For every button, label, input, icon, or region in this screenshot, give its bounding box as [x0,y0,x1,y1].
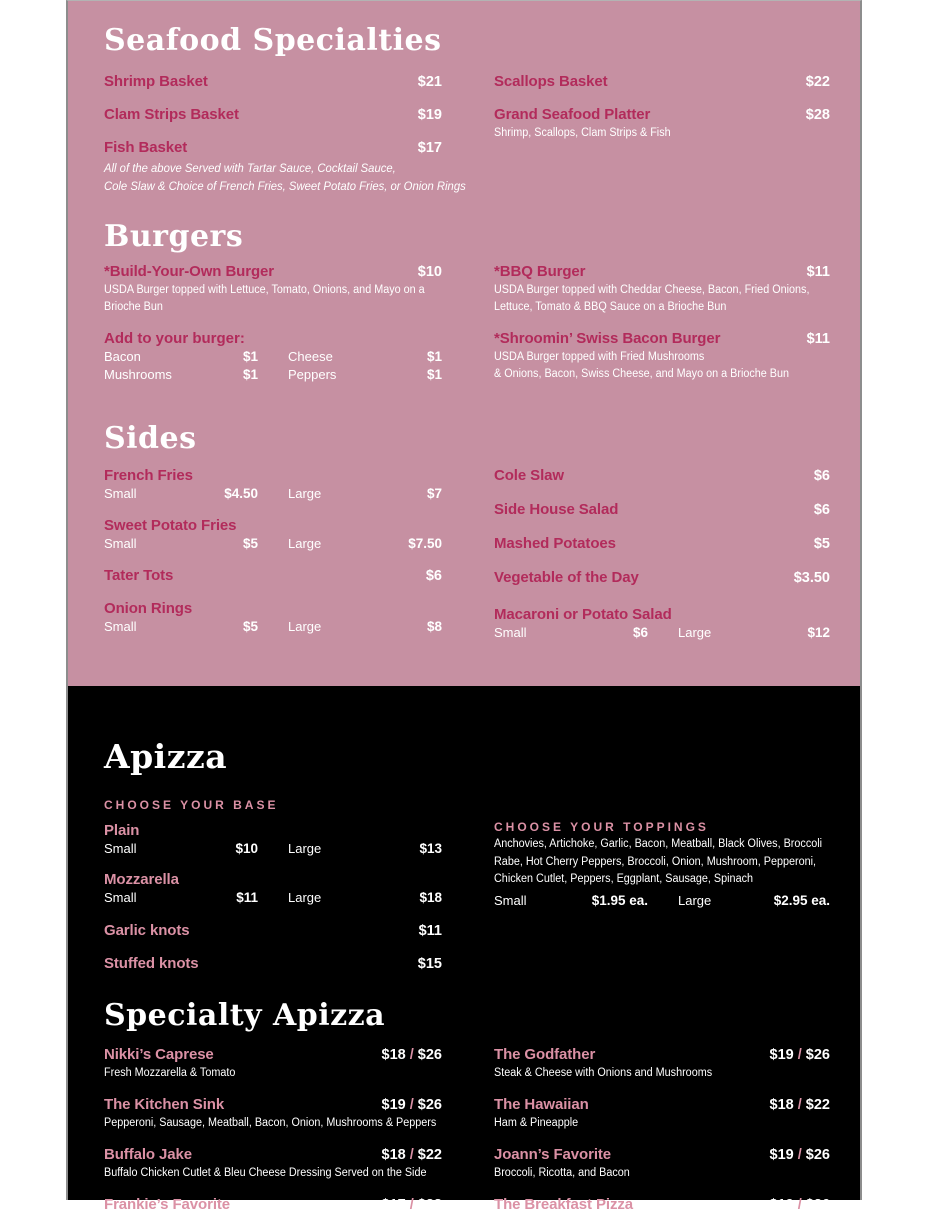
size-cell-small [104,618,258,636]
burgers-title: Burgers [104,219,244,254]
specialty-title: Specialty Apizza [104,998,386,1033]
item-price [382,1046,443,1064]
addons-heading: Add to your burger: [104,330,245,347]
item-price: $11 [806,264,830,280]
price-small: $17 [381,1197,406,1213]
price-small: $18 [381,1147,406,1163]
menu-item-row [104,567,442,585]
addon-price: $1 [242,349,258,364]
item-name: Tater Tots [104,567,174,584]
item-name: Buffalo Jake [104,1146,192,1163]
size-cell-small [104,485,258,503]
price-separator: / [797,1047,802,1063]
size-cell-small [104,840,258,858]
menu-item-block [104,1096,442,1132]
section-sides [104,421,830,642]
size-label-large: Large [678,892,712,908]
item-description-line: USDA Burger topped with Cheddar Cheese, Bacon, Fried Onions, [494,284,810,296]
item-name: Fish Basket [104,139,188,156]
addon-name: Cheese [288,349,333,364]
price-large: $26 [805,1047,830,1063]
item-name: The Godfather [494,1046,596,1063]
price-small: $18 [769,1097,794,1113]
size-price-large: $12 [807,625,830,640]
item-price: $3.50 [793,570,830,586]
size-price-small: $10 [235,841,258,856]
size-label-small: Small [104,486,137,501]
menu-item-block [104,1046,442,1082]
size-cell-small [494,624,648,642]
item-name: The Kitchen Sink [104,1096,225,1113]
item-price [770,1096,831,1114]
item-price [770,1146,831,1164]
item-price: $19 [417,107,442,123]
toppings-list [494,836,830,889]
size-label-large: Large [288,890,322,905]
menu-item-row [104,467,442,485]
addon-price: $1 [426,367,442,382]
size-cell-large [288,535,442,553]
menu-item-row [494,501,830,519]
size-cell-small [104,535,258,553]
price-separator: / [797,1097,802,1113]
item-name: *Shroomin’ Swiss Bacon Burger [494,330,721,347]
price-small: $19 [381,1097,406,1113]
toppings-line: Chicken Cutlet, Peppers, Eggplant, Sausage, Spinach [494,873,754,885]
item-name: Nikki’s Caprese [104,1046,214,1063]
item-description-line: USDA Burger topped with Lettuce, Tomato, Onions, and Mayo on a [104,284,425,296]
item-name: Side House Salad [494,501,619,518]
addon-name: Mushrooms [104,367,172,382]
item-name: Macaroni or Potato Salad [494,606,672,623]
item-description-line: Ham & Pineapple [494,1117,579,1129]
addon-cell [288,348,442,366]
addon-name: Bacon [104,349,141,364]
menu-item-block [104,1196,442,1214]
item-price [770,1046,831,1064]
burgers-right-column [494,263,830,384]
price-separator: / [409,1197,414,1213]
menu-item-row [494,1196,830,1214]
addon-row [104,366,442,384]
addon-cell [104,348,258,366]
menu-item-row [494,535,830,553]
item-name: Plain [104,822,140,839]
serving-note-line: Cole Slaw & Choice of French Fries, Sweet Potato Fries, or Onion Rings [104,178,466,193]
price-separator: / [409,1097,414,1113]
addon-name: Peppers [288,367,337,382]
item-description-line: USDA Burger topped with Fried Mushrooms [494,351,705,363]
section-burgers [104,219,830,384]
toppings-line: Anchovies, Artichoke, Garlic, Bacon, Meatball, Black Olives, Broccoli [494,838,823,850]
menu-item-block [104,1146,442,1182]
addon-row [104,348,442,366]
menu-item-row [104,871,442,889]
menu-item-block [494,606,830,642]
item-price: $5 [813,536,830,552]
size-row [104,535,442,553]
price-large: $26 [805,1147,830,1163]
size-price-large: $2.95 ea. [773,892,830,908]
apizza-title: Apizza [104,737,228,776]
size-price-small: $1.95 ea. [591,892,648,908]
menu-item-row [494,73,830,91]
serving-note-line: All of the above Served with Tartar Sauce, Cocktail Sauce, [104,161,396,175]
price-small: $19 [769,1047,794,1063]
price-large: $22 [417,1147,442,1163]
seafood-title: Seafood Specialties [104,23,442,58]
menu-item-row [104,1196,442,1214]
menu-item-row [494,1146,830,1164]
size-row [104,485,442,503]
menu-item-row [104,600,442,618]
menu-item-row [494,330,830,348]
price-separator: / [409,1147,414,1163]
size-label-small: Small [104,619,137,634]
size-label-small: Small [104,890,137,905]
menu-item-row [104,822,442,840]
size-label-large: Large [288,536,322,551]
price-separator: / [797,1147,802,1163]
menu-item-block [104,871,442,907]
addon-price: $1 [242,367,258,382]
menu-item-row [104,139,442,157]
item-price [382,1096,443,1114]
menu-item-row [494,1096,830,1114]
size-price-large: $8 [426,619,442,634]
size-row [494,624,830,642]
serving-note [104,160,466,195]
addon-cell [288,366,442,384]
price-large: $23 [417,1197,442,1213]
price-small: $19 [769,1147,794,1163]
menu-item-block [104,517,442,553]
choose-base-heading: CHOOSE YOUR BASE [104,798,279,812]
apizza-base-column [104,798,442,973]
item-description [494,1165,830,1182]
item-name: Frankie’s Favorite [104,1196,231,1213]
item-price: $21 [417,74,442,90]
size-price-small: $5 [242,536,258,551]
black-menu-band [68,686,860,1213]
item-name: Shrimp Basket [104,73,208,90]
size-label-large: Large [288,486,322,501]
price-separator: / [797,1197,802,1213]
item-description [104,1065,442,1082]
item-description [494,125,830,142]
item-price: $6 [813,468,830,484]
sides-left-column [104,467,442,642]
menu-item-block [494,1146,830,1182]
size-price-small: $5 [242,619,258,634]
size-label-large: Large [678,625,712,640]
item-description [494,1115,830,1132]
item-description-line: Steak & Cheese with Onions and Mushrooms [494,1067,713,1079]
item-name: Scallops Basket [494,73,608,90]
menu-item-row [104,922,442,940]
size-row [104,840,442,858]
item-name: Vegetable of the Day [494,569,639,586]
item-name: Mashed Potatoes [494,535,616,552]
item-name: Grand Seafood Platter [494,106,651,123]
item-name: *BBQ Burger [494,263,586,280]
size-cell-large [288,840,442,858]
size-cell-large [288,889,442,907]
size-cell-large [288,485,442,503]
item-price: $6 [813,502,830,518]
menu-item-block [494,1046,830,1082]
price-separator: / [409,1047,414,1063]
item-name: Garlic knots [104,922,190,939]
price-small: $19 [769,1197,794,1213]
item-price: $22 [805,74,830,90]
item-price: $17 [417,140,442,156]
seafood-right-column [494,73,830,195]
menu-item-row [104,263,442,281]
item-description-line: Broccoli, Ricotta, and Bacon [494,1167,630,1179]
item-description [494,282,830,316]
size-price-large: $7.50 [408,536,442,551]
size-row [104,618,442,636]
addon-price: $1 [426,349,442,364]
item-description [104,1165,442,1182]
addon-cell [104,366,258,384]
price-large: $26 [417,1047,442,1063]
menu-item-row [104,106,442,124]
menu-item-row [104,517,442,535]
menu-item-row [104,73,442,91]
menu-item-row [494,1046,830,1064]
item-price [770,1196,831,1214]
item-price: $28 [805,107,830,123]
item-description [104,1115,442,1132]
size-cell-small [104,889,258,907]
menu-item-block [494,1096,830,1132]
menu-item-block [104,822,442,858]
size-price-large: $7 [426,486,442,501]
item-price [382,1146,443,1164]
menu-item-row [104,1096,442,1114]
burgers-left-column [104,263,442,384]
size-price-large: $13 [419,841,442,856]
menu-item-row [494,569,830,587]
choose-toppings-heading: CHOOSE YOUR TOPPINGS [494,820,709,834]
item-name: Onion Rings [104,600,193,617]
size-price-small: $11 [236,890,258,905]
item-name: Stuffed knots [104,955,199,972]
item-price [382,1196,443,1214]
menu-item-row [494,263,830,281]
item-description [494,1065,830,1082]
size-cell-large [678,892,830,910]
item-name: French Fries [104,467,193,484]
price-large: $22 [805,1097,830,1113]
item-description-line: Buffalo Chicken Cutlet & Bleu Cheese Dressing Served on the Side [104,1167,427,1179]
menu-item-row [494,467,830,485]
item-description [494,349,830,383]
item-description-line: Lettuce, Tomato & BBQ Sauce on a Brioche Bun [494,301,727,313]
menu-panel [66,0,862,1213]
item-description-line: Brioche Bun [104,301,163,313]
size-cell-large [288,618,442,636]
size-cell-large [678,624,830,642]
price-small: $18 [381,1047,406,1063]
item-name: The Breakfast Pizza [494,1196,633,1213]
price-large: $26 [805,1197,830,1213]
menu-item-row [104,955,442,973]
size-price-small: $4.50 [224,486,258,501]
apizza-toppings-column [494,798,830,973]
item-price: $11 [806,331,830,347]
price-large: $26 [417,1097,442,1113]
menu-item-row [104,1146,442,1164]
size-cell-small [494,892,648,910]
item-name: Clam Strips Basket [104,106,239,123]
item-description-line: Fresh Mozzarella & Tomato [104,1067,236,1079]
item-price: $6 [425,568,442,584]
size-label-small: Small [104,536,137,551]
menu-item-block [494,1196,830,1214]
size-price-small: $6 [632,625,648,640]
menu-item-row [494,106,830,124]
size-price-large: $18 [419,890,442,905]
section-specialty-apizza [104,998,830,1214]
size-row [104,889,442,907]
size-label-large: Large [288,841,322,856]
section-seafood-specialties [104,23,830,195]
item-price: $15 [417,956,442,972]
item-name: The Hawaiian [494,1096,589,1113]
size-label-small: Small [494,892,527,908]
menu-item-row [494,606,830,624]
item-price: $11 [418,923,442,939]
menu-item-row [104,1046,442,1064]
item-description-line: Pepperoni, Sausage, Meatball, Bacon, Onion, Mushrooms & Peppers [104,1117,437,1129]
size-row [494,892,830,910]
item-description-line: Shrimp, Scallops, Clam Strips & Fish [494,127,671,139]
seafood-left-column [104,73,466,195]
item-name: Mozzarella [104,871,179,888]
sides-right-column [494,467,830,642]
menu-item-block [104,600,442,636]
size-label-small: Small [104,841,137,856]
section-apizza [104,737,830,973]
item-name: Sweet Potato Fries [104,517,237,534]
menu-item-block [104,467,442,503]
toppings-line: Rabe, Hot Cherry Peppers, Broccoli, Onion, Mushroom, Pepperoni, [494,855,817,868]
size-label-large: Large [288,619,322,634]
item-name: Joann’s Favorite [494,1146,612,1163]
sides-title: Sides [104,421,197,456]
item-name: Cole Slaw [494,467,564,484]
item-description [104,282,442,316]
item-name: *Build-Your-Own Burger [104,263,275,280]
item-description-line: & Onions, Bacon, Swiss Cheese, and Mayo on a Brioche Bun [494,368,790,380]
item-price: $10 [417,264,442,280]
pink-menu-band [68,1,860,686]
size-label-small: Small [494,625,527,640]
